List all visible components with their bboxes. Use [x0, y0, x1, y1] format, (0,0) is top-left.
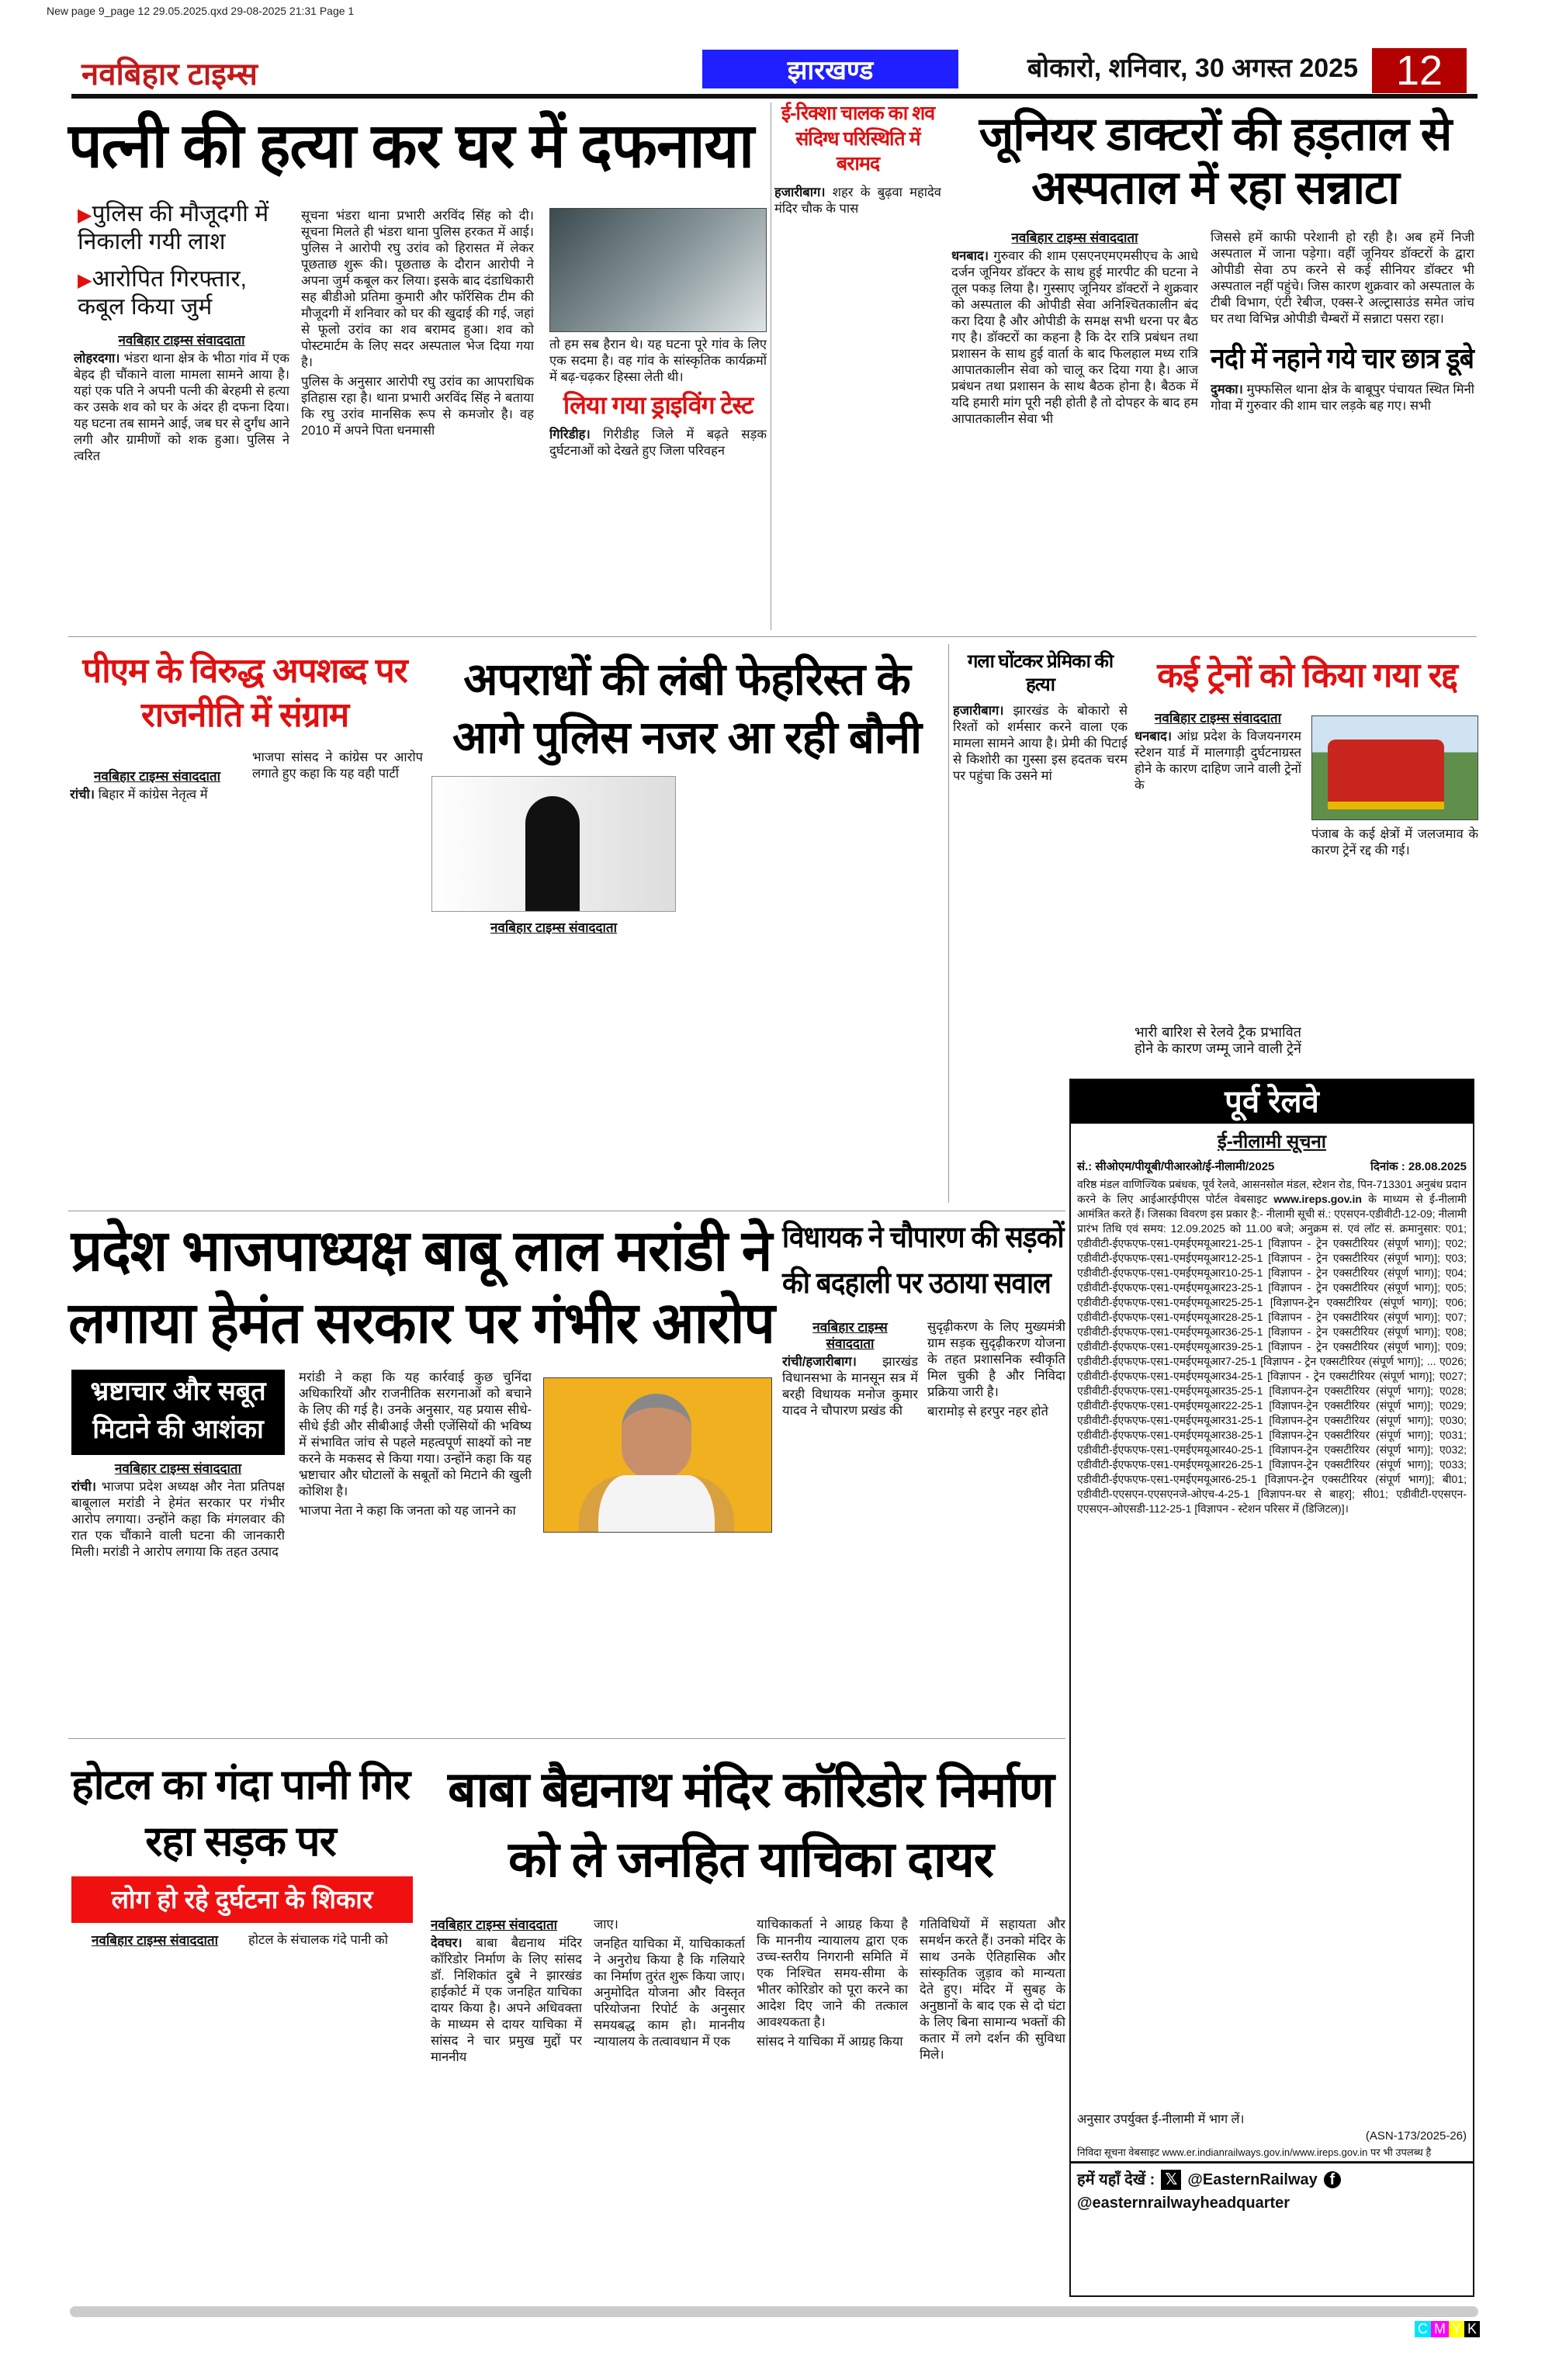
x-handle[interactable]: @EasternRailway	[1187, 2171, 1318, 2188]
article-body	[301, 208, 534, 631]
paragraph: दुमका। मुफ्फसिल थाना क्षेत्र के बाबूपुर पंचायत स्थित मिनी गोवा में गुरुवार की शाम चार लड़के बह गए। सभी	[1211, 383, 1474, 413]
fit-text-wrapper: ई-रिक्शा चालक का शव संदिग्ध परिस्थिति में बरामद	[781, 102, 935, 175]
fit-text-wrapper: बोकारो, शनिवार, 30 अगस्त 2025	[1027, 54, 1358, 83]
article-body	[953, 703, 1128, 1068]
byline: नवबिहार टाइम्स संवाददाता	[490, 920, 618, 935]
article-body	[549, 427, 767, 631]
article-body	[70, 768, 244, 1203]
paragraph: धनबाद। आंध्र प्रदेश के विजयनगरम स्टेशन यार्ड में मालगाड़ी दुर्घटनाग्रस्त होने के कारण दाहिण जाने वाली ट्रेनों के	[1135, 729, 1301, 792]
article-body	[920, 1917, 1065, 2297]
article-body	[951, 230, 1198, 631]
section-divider	[68, 636, 1477, 637]
paragraph: धनबाद। गुरुवार की शाम एसएनएमएमसीएच के आधे दर्जन जूनियर डॉक्टर के साथ हुई मारपीट की घटना ने तूल पकड़ लिया है। गुस्साए जूनियर डॉक्टरों ने शुक्रवार को अस्पताल की ओपीडी सेवा अनिश्चितकालीन बंद करा दिया है और ओपीडी के समक्ष सभी धरना पर बैठ गए है। डॉक्टरों का कहना है कि देर रात्रि प्रबंधन तथा प्रशासन के साथ हुई वार्ता के बाद फिलहाल मध्य रात्रि आपातकालीन सेवा को चालू कर दिया गया है। आज प्रबंधन तथा प्रशासन के साथ बैठक होना है। बैठक में यदि हमारी मांग पूरी नही होती है तो दोपहर के बाद हम आपातकालीन सेवा भी	[951, 249, 1198, 426]
headline-crime-list	[431, 650, 943, 771]
article-body	[757, 1917, 908, 2297]
fit-text-wrapper: बाबा बैद्यनाथ मंदिर कॉरिडोर निर्माण को ले जनहित याचिका दायर	[448, 1762, 1054, 1887]
print-slug: New page 9_page 12 29.05.2025.qxd 29-08-2025 21:31 Page 1	[47, 5, 355, 17]
paragraph: रांची/हजारीबाग। झारखंड विधानसभा के मानसून सत्र में बरही विधायक मनोज कुमार यादव ने चौपारण प्रखंड की	[782, 1355, 918, 1418]
page-number: 12	[1372, 48, 1467, 93]
article-body	[248, 1932, 415, 2297]
article-body	[1135, 1024, 1301, 1074]
railway-notice	[1069, 1079, 1474, 2297]
article-body	[549, 337, 767, 389]
headline-driving-test	[549, 392, 767, 423]
section-banner: झारखण्ड	[702, 50, 958, 88]
column-divider	[948, 644, 949, 1203]
byline: नवबिहार टाइम्स संवाददाता	[1154, 711, 1282, 726]
article-body	[594, 1917, 745, 2297]
article-body	[1211, 230, 1474, 338]
highlight-box-red-text	[74, 1876, 410, 1923]
headline-mla-roads	[782, 1215, 1065, 1315]
fit-text-wrapper: गला घोंटकर प्रेमिका की हत्या	[967, 651, 1114, 695]
subhead-2	[78, 265, 291, 326]
news-photo	[549, 208, 767, 332]
paragraph: जिससे हमें काफी परेशानी हो रही है। अब हमें निजी अस्पताल में जाना पड़ेगा। वहीं जूनियर डॉक्टरों के द्वारा ओपीडी सेवा ठप करने से कई सीनियर डॉक्टर भी अस्पताल नहीं पहुंचे। जिस कारण शुक्रवार को अस्पताल के टीबी विभाग, एंटी रेबीज, एक्स-रे अल्ट्रासाउंड समेत जांच घर तथा विभिन्न ओपीडी चैम्बरों में सन्नाटा पसरा रहा।	[1211, 230, 1474, 326]
paragraph: हजारीबाग। झारखंड के बोकारो से रिश्तों को शर्मसार करने वाला एक मामला सामने आया है। प्रेमी की पिटाई से किशोरी का गुस्सा इस हदतक चरम पर पहुंचा कि उसने मां	[953, 704, 1128, 783]
article-body	[299, 1370, 532, 1730]
paragraph: बारामोड़ से हरपुर नहर होते	[927, 1405, 1048, 1419]
article-body	[431, 920, 676, 1203]
paragraph: भाजपा सांसद ने कांग्रेस पर आरोप लगाते हुए कहा कि यह वही पार्टी	[252, 750, 423, 781]
headline-trains-cancelled	[1135, 653, 1480, 702]
notice-website: निविदा सूचना वेबसाइट www.er.indianrailways.gov.in/www.ireps.gov.in पर भी उपलब्ध है	[1071, 2144, 1473, 2163]
fit-text-wrapper: लोग हो रहे दुर्घटना के शिकार	[111, 1885, 373, 1914]
notice-asn: (ASN-173/2025-26)	[1365, 2129, 1467, 2143]
byline: नवबिहार टाइम्स संवाददाता	[93, 769, 221, 784]
headline-marandi	[68, 1215, 774, 1364]
facebook-handle[interactable]: @easternrailwayheadquarter	[1077, 2195, 1290, 2212]
headline-baidyanath-corridor	[427, 1755, 1075, 1911]
follow-label: हमें यहाँ देखें :	[1077, 2171, 1155, 2188]
fit-text-wrapper: विधायक ने चौपारण की सड़कों की बदहाली पर उठाया सवाल	[782, 1221, 1064, 1300]
article-body	[252, 750, 423, 1203]
paragraph: पुलिस के अनुसार आरोपी रघु उरांव का आपराधिक इतिहास रहा है। थाना प्रभारी अरविंद सिंह ने बताया कि रघु उरांव मानसिक रूप से कमजोर है। वह 2010 में अपने पिता धनमासी	[301, 375, 534, 438]
headline-erickshaw	[774, 101, 941, 180]
notice-ref: सं.: सीओएम/पीयूबी/पीआरओ/ई-नीलामी/2025	[1077, 1160, 1275, 1173]
subhead-1	[78, 200, 291, 261]
byline: नवबिहार टाइम्स संवाददाता	[1011, 230, 1138, 245]
fit-text-wrapper: जूनियर डाक्टरों की हड़ताल से अस्पताल में रहा सन्नाटा	[979, 108, 1452, 213]
notice-text: वरिष्ठ मंडल वाणिज्यिक प्रबंधक, पूर्व रेलवे, आसनसोल मंडल, स्टेशन रोड, पिन-713301 अनुबंध प्रदान करने के लिए आईआरईपीएस पोर्टल वेबसाइट www.ireps.gov.in के माध्यम से ई-नीलामी आमंत्रित करते हैं। जिसका विवरण इस प्रकार है:- नीलामी सूची सं.: एएसएन-एडीवीटी-12-09; नीलामी प्रारंभ तिथि एवं समय: 12.09.2025 को 11.00 बजे; अनुक्रम सं. एवं लॉट सं. क्रमानुसार: ए01; एडीवीटी-ईएफएफ-एस1-एमईएमयूआर21-25-1 [विज्ञापन - ट्रेन एक्सटीरियर (संपूर्ण भाग)]; ए02; एडीवीटी-ईएफएफ-एस1-एमईएमयूआर12-25-1 [विज्ञापन - ट्रेन एक्सटीरियर (संपूर्ण भाग)]; ए03; एडीवीटी-ईएफएफ-एस1-एमईएमयूआर10-25-1 [विज्ञापन - ट्रेन एक्सटीरियर (संपूर्ण भाग)]; ए04; एडीवीटी-ईएफएफ-एस1-एमईएमयूआर23-25-1 [विज्ञापन - ट्रेन एक्सटीरियर (संपूर्ण भाग)]; ए05; एडीवीटी-ईएफएफ-एस1-एमईएमयूआर25-25-1 [विज्ञापन-ट्रेन एक्सटीरियर (संपूर्ण भाग)]; ए06; एडीवीटी-ईएफएफ-एस1-एमईएमयूआर28-25-1 [विज्ञापन - ट्रेन एक्सटीरियर (संपूर्ण भाग)]; ए07; एडीवीटी-ईएफएफ-एस1-एमईएमयूआर36-25-1 [विज्ञापन - ट्रेन एक्सटीरियर (संपूर्ण भाग)]; ए08; एडीवीटी-ईएफएफ-एस1-एमईएमयूआर39-25-1 [विज्ञापन - ट्रेन एक्सटीरियर (संपूर्ण भाग)]; ए09; एडीवीटी-ईएफएफ-एस1-एमईएमयूआर7-25-1 [विज्ञापन - ट्रेन एक्सटीरियर (संपूर्ण भाग)]; ... ए026; एडीवीटी-ईएफएफ-एस1-एमईएमयूआर34-25-1 [विज्ञापन - ट्रेन एक्सटीरियर (संपूर्ण भाग)]; ए027; एडीवीटी-ईएफएफ-एस1-एमईएमयूआर35-25-1 [विज्ञापन-ट्रेन एक्सटीरियर (संपूर्ण भाग)]; ए028; एडीवीटी-ईएफएफ-एस1-एमईएमयूआर22-25-1 [विज्ञापन-ट्रेन एक्सटीरियर (संपूर्ण भाग)]; ए029; एडीवीटी-ईएफएफ-एस1-एमईएमयूआर31-25-1 [विज्ञापन-ट्रेन एक्सटीरियर (संपूर्ण भाग)]; ए030; एडीवीटी-ईएफएफ-एस1-एमईएमयूआर38-25-1 [विज्ञापन-ट्रेन एक्सटीरियर (संपूर्ण भाग)]; ए031; एडीवीटी-ईएफएफ-एस1-एमईएमयूआर40-25-1 [विज्ञापन-ट्रेन एक्सटीरियर (संपूर्ण भाग)]; ए032; एडीवीटी-ईएफएफ-एस1-एमईएमयूआर26-25-1 [विज्ञापन-ट्रेन एक्सटीरियर (संपूर्ण भाग)]; ए033; एडीवीटी-ईएफएफ-एस1-एमईएमयूआर6-25-1 [विज्ञापन-ट्रेन एक्सटीरियर (संपूर्ण भाग)]; बी01; एडीवीटी-एएसएन-एएसएनजे-ओएच-4-25-1 [विज्ञापन-घर से बाहर]; सी01; एडीवीटी-एएसएन-एएसएन-ओएसडी-112-25-1 [विज्ञापन - स्टेशन परिसर में (डिजिटल)]।	[1077, 1178, 1467, 1515]
cmyk-swatch	[1415, 2321, 1480, 2337]
paragraph: याचिकाकर्ता ने आग्रह किया है कि माननीय न्यायालय द्वारा एक उच्च-स्तरीय निगरानी समिति में एक निश्चित समय-सीमा के भीतर कोरिडोर को पूरा करने का आदेश दिए जाने की तत्काल आवश्यकता है।	[757, 1918, 908, 2029]
byline: नवबिहार टाइम्स संवाददाता	[91, 1933, 219, 1948]
cmyk-k: K	[1464, 2321, 1480, 2337]
byline: नवबिहार टाइम्स संवाददाता	[118, 333, 245, 348]
ireps-link[interactable]: www.ireps.gov.in	[1273, 1193, 1362, 1205]
portrait-body	[579, 1475, 734, 1533]
cmyk-m: M	[1431, 2321, 1449, 2337]
article-body	[1135, 710, 1301, 1020]
fit-text-wrapper	[78, 265, 291, 321]
notice-date: दिनांक : 28.08.2025	[1370, 1160, 1467, 1173]
fit-text-wrapper: होटल का गंदा पानी गिर रहा सड़क पर	[71, 1762, 411, 1865]
headline-wife-murder	[68, 109, 767, 194]
fit-text-wrapper: पत्नी की हत्या कर घर में दफनाया	[68, 111, 754, 180]
article-body	[927, 1319, 1065, 1730]
paragraph: तो हम सब हैरान थे। यह घटना पूरे गांव के लिए एक सदमा है। वह गांव के सांस्कृतिक कार्यक्रमों में बढ़-चढ़कर हिस्सा लेती थी।	[549, 338, 767, 384]
paragraph: जनहित याचिका में, याचिकाकर्ता ने अनुरोध किया है कि गलियारे का निर्माण तुरंत शुरू किया जाए। अनुमोदित योजना और विस्तृत परियोजना रिपोर्ट के अनुसार समयबद्ध काम हो। माननीय न्यायालय के तत्वावधान में एक	[594, 1937, 745, 2049]
silhouette-figure	[525, 796, 580, 912]
paragraph: सूचना भंडरा थाना प्रभारी अरविंद सिंह को दी। सूचना मिलते ही भंडरा थाना पुलिस हरकत में आई। पुलिस ने आरोपी रघु उरांव को हिरासत में लेकर पूछताछ शुरू की। पूछताछ के दौरान आरोपी ने अपना जुर्म कबूल कर लिया। इसके बाद दंडाधिकारी सह बीडीओ प्रतिमा कुमारी और फॉरेंसिक टीम की मौजूदगी में शनिवार को घर की खुदाई की गई, जहां से फूलो उरांव का शव बरामद हुआ। शव को पोस्टमार्टम के लिए सदर अस्पताल भेज दिया गया है।	[301, 209, 534, 369]
fit-text-wrapper: कई ट्रेनों को किया गया रद्द	[1157, 656, 1457, 695]
byline: नवबिहार टाइम्स संवाददाता	[812, 1320, 888, 1351]
headline-students-drowned	[1211, 341, 1474, 377]
subhead-text: आरोपित गिरफ्तार, कबूल किया जुर्म	[78, 266, 247, 320]
paragraph: मरांडी ने कहा कि यह कार्रवाई कुछ चुनिंदा अधिकारियों और राजनीतिक सरगनाओं को बचाने के लिए की गई है। उनके अनुसार, यह प्रयास सीधे-सीधे ईडी और सीबीआई जैसी एजेंसियों की भविष्य में संभावित जांच से पहले महत्वपूर्ण साक्ष्यों को नष्ट करने के मकसद से किया गया। उन्होंने कहा कि यह भ्रष्टाचार और घोटालों के सबूतों को मिटाने की खुली कोशिश है।	[299, 1370, 532, 1498]
fit-text-wrapper: भ्रष्टाचार और सबूत मिटाने की आशंका	[90, 1377, 266, 1445]
bullet-arrow-icon: ▶	[78, 270, 92, 291]
train-engine	[1328, 740, 1444, 809]
paragraph: भारी बारिश से रेलवे ट्रैक प्रभावित होने के कारण जम्मू जाने वाली ट्रेनें	[1135, 1024, 1301, 1056]
notice-title: ई-नीलामी सूचना	[1217, 1131, 1327, 1152]
paragraph: रांची। बिहार में कांग्रेस नेतृत्व में	[70, 788, 208, 802]
paragraph: हजारीबाग। शहर के बुढ़वा महादेव मंदिर चौक के पास	[774, 185, 941, 216]
paragraph: पंजाब के कई क्षेत्रों में जलजमाव के कारण ट्रेनें रद्द की गई।	[1311, 827, 1478, 857]
byline: नवबिहार टाइम्स संवाददाता	[431, 1918, 558, 1932]
fit-text-wrapper: नदी में नहाने गये चार छात्र डूबे	[1211, 342, 1474, 374]
cmyk-y: Y	[1449, 2321, 1464, 2337]
paragraph: सांसद ने याचिका में आग्रह किया	[757, 2035, 903, 2049]
notice-org: पूर्व रेलवे	[1071, 1080, 1473, 1124]
paragraph: लोहरदगा। भंडरा थाना क्षेत्र के भीठा गांव में एक बेहद ही चौंकाने वाला मामला सामने आया है। यहां एक पति ने अपनी पत्नी की बेरहमी से हत्या कर उसके शव को घर के अंदर ही दफना दिया। यह घटना तब सामने आई, जब घर से दुर्गंध आने लगी और ग्रामीणों को शक हुआ। पुलिस ने त्वरित	[74, 352, 289, 463]
article-body	[431, 1917, 582, 2297]
dateline	[978, 53, 1358, 88]
fit-text-wrapper: अपराधों की लंबी फेहरिस्त के आगे पुलिस नजर आ रही बौनी	[452, 654, 922, 764]
cmyk-c: C	[1415, 2321, 1431, 2337]
notice-closing: अनुसार उपर्युक्त ई-नीलामी में भाग लें।	[1077, 2113, 1245, 2126]
header-rule	[71, 94, 1478, 99]
headline-junior-doctors	[951, 107, 1479, 223]
bullet-arrow-icon: ▶	[78, 205, 92, 226]
paragraph: गिरिडीह। गिरीडीह जिले में बढ़ते सड़क दुर्घटनाओं को देखते हुए जिला परिवहन	[549, 428, 767, 458]
train-photo	[1311, 715, 1478, 820]
fit-text-wrapper: पीएम के विरुद्ध अपशब्द पर राजनीति में संग्राम	[82, 652, 407, 735]
section-divider	[68, 1738, 1065, 1739]
paragraph: सुदृढ़ीकरण के लिए मुख्यमंत्री ग्राम सड़क सुदृढ़ीकरण योजना के तहत प्रशासनिक स्वीकृति मिल चुकी है और निविदा प्रक्रिया जारी है।	[927, 1320, 1065, 1399]
paragraph: देवघर। बाबा बैद्यनाथ मंदिर कॉरिडोर निर्माण के लिए सांसद डॉ. निशिकांत दुबे ने झारखंड हाईकोर्ट में एक जनहित याचिका दायर किया है। अपने अधिवक्ता के माध्यम से दायर याचिका में सांसद ने चार प्रमुख मुद्दों पर माननीय	[431, 1936, 582, 2064]
byline: नवबिहार टाइम्स संवाददाता	[114, 1461, 242, 1476]
notice-ref-line	[1071, 1159, 1473, 1174]
paragraph: जाए।	[594, 1918, 618, 1931]
article-body	[1211, 382, 1474, 631]
notice-social	[1071, 2163, 1473, 2219]
headline-girlfriend-murder	[953, 650, 1128, 698]
highlight-box-red	[71, 1876, 413, 1923]
paragraph: रांची। भाजपा प्रदेश अध्यक्ष और नेता प्रतिपक्ष बाबूलाल मरांडी ने हेमंत सरकार पर गंभीर आरोप लगाया। उन्होंने कहा कि मंगलवार की रात एक चौंकाने वाली घटना की जानकारी मिली। मरांडी ने आरोप लगाया कि तहत उत्पाद	[71, 1480, 285, 1559]
article-body	[71, 1932, 238, 2297]
headline-pm-remarks	[68, 649, 421, 745]
article-body	[71, 1460, 285, 1730]
subhead-text: पुलिस की मौजूदगी में निकाली गयी लाश	[78, 201, 269, 255]
highlight-box	[71, 1370, 285, 1455]
article-body	[543, 1540, 772, 1730]
masthead-logo: नवबिहार टाइम्स	[81, 57, 258, 92]
fit-text-wrapper	[78, 200, 291, 256]
fit-text-wrapper: प्रदेश भाजपाध्यक्ष बाबू लाल मरांडी ने लगाया हेमंत सरकार पर गंभीर आरोप	[68, 1218, 774, 1355]
fit-text-wrapper: लिया गया ड्राइविंग टेस्ट	[563, 391, 753, 419]
paragraph: भाजपा नेता ने कहा कि जनता को यह जानने का	[299, 1504, 516, 1518]
portrait-head	[622, 1394, 691, 1479]
registration-bar	[70, 2306, 1478, 2317]
headline-hotel-water	[70, 1757, 411, 1872]
paragraph: गतिविधियों में सहायता और समर्थन करते हैं। उनको मंदिर के साथ उनके ऐतिहासिक और सांस्कृतिक जुड़ाव को मान्यता देते हुए। मंदिर में सुबह के अनुष्ठानों के बाद एक से दो घंटा के लिए बिना सामान्य भक्तों की कतार में लगे दर्शन की सुविधा मिले।	[920, 1918, 1065, 2062]
article-body	[74, 332, 289, 631]
facebook-icon: f	[1324, 2171, 1341, 2188]
article-body	[774, 185, 941, 630]
marandi-photo	[543, 1377, 772, 1533]
paragraph: होटल के संचालक गंदे पानी को	[248, 1933, 388, 1947]
highlight-box-text	[76, 1373, 280, 1452]
x-icon: 𝕏	[1161, 2170, 1181, 2190]
silhouette-photo	[431, 776, 676, 912]
article-body	[782, 1319, 918, 1730]
article-body	[1311, 826, 1478, 1071]
